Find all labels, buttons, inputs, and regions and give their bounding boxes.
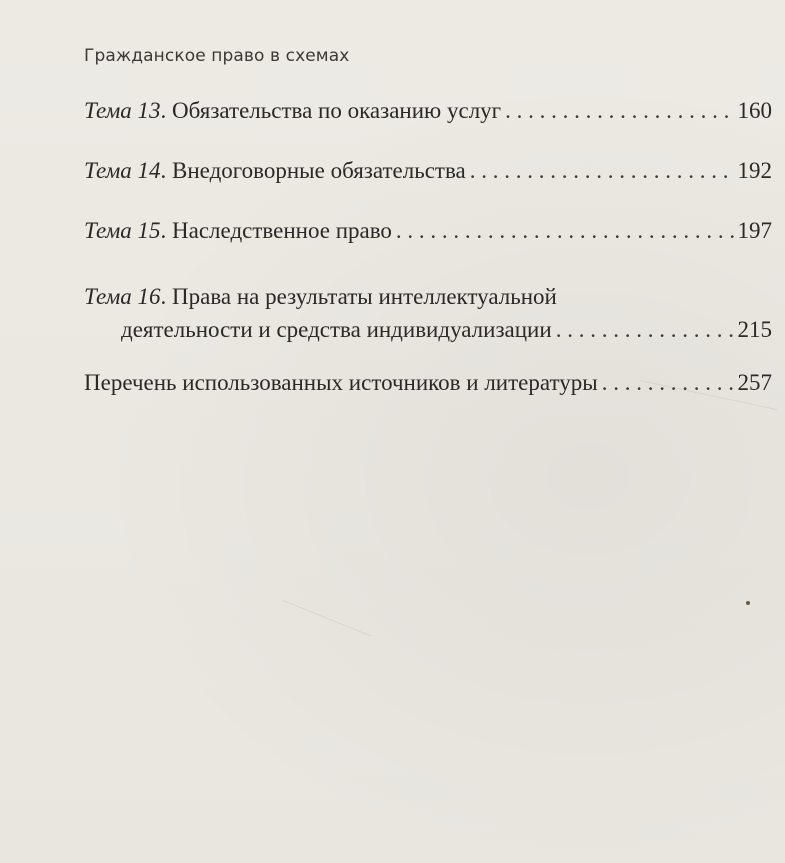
toc-entry-bibliography <box>84 366 772 399</box>
page-number: 192 <box>737 158 772 183</box>
topic-label: Тема 14 <box>84 158 161 183</box>
toc-entry-topic-14 <box>84 154 772 187</box>
topic-title-line-1: Права на результаты интеллектуальной <box>172 284 557 309</box>
topic-separator: . <box>160 98 173 123</box>
topic-title-line-2: деятельности и средства индивидуализации <box>121 317 552 342</box>
running-head: Гражданское право в схемах <box>84 46 350 66</box>
topic-separator: . <box>160 284 173 309</box>
page-number: 257 <box>737 370 772 395</box>
topic-title: Обязательства по оказанию услуг <box>172 98 502 123</box>
section-title: Перечень использованных источников и литературы <box>84 370 598 395</box>
page-number: 160 <box>737 98 772 123</box>
page-number: 215 <box>737 317 772 342</box>
dot-leader <box>505 94 733 127</box>
dot-leader <box>396 214 734 247</box>
dot-leader <box>602 366 734 399</box>
toc-line <box>84 214 772 247</box>
toc-line-continued <box>84 313 772 346</box>
topic-separator: . <box>160 158 173 183</box>
toc-line <box>84 280 772 313</box>
toc-entry-topic-13 <box>84 94 772 127</box>
topic-label: Тема 13 <box>84 98 161 123</box>
toc-line <box>84 366 772 399</box>
topic-label: Тема 16 <box>84 284 161 309</box>
dot-leader <box>556 313 734 346</box>
toc-entry-topic-16 <box>84 280 772 346</box>
topic-title: Внедоговорные обязательства <box>172 158 466 183</box>
page-number: 197 <box>737 218 772 243</box>
topic-title: Наследственное право <box>172 218 392 243</box>
toc-entry-topic-15 <box>84 214 772 247</box>
paper-speck <box>746 601 750 605</box>
dot-leader <box>470 154 734 187</box>
toc-line <box>84 154 772 187</box>
topic-label: Тема 15 <box>84 218 161 243</box>
paper-scratch <box>283 600 371 637</box>
topic-separator: . <box>160 218 173 243</box>
toc-line <box>84 94 772 127</box>
